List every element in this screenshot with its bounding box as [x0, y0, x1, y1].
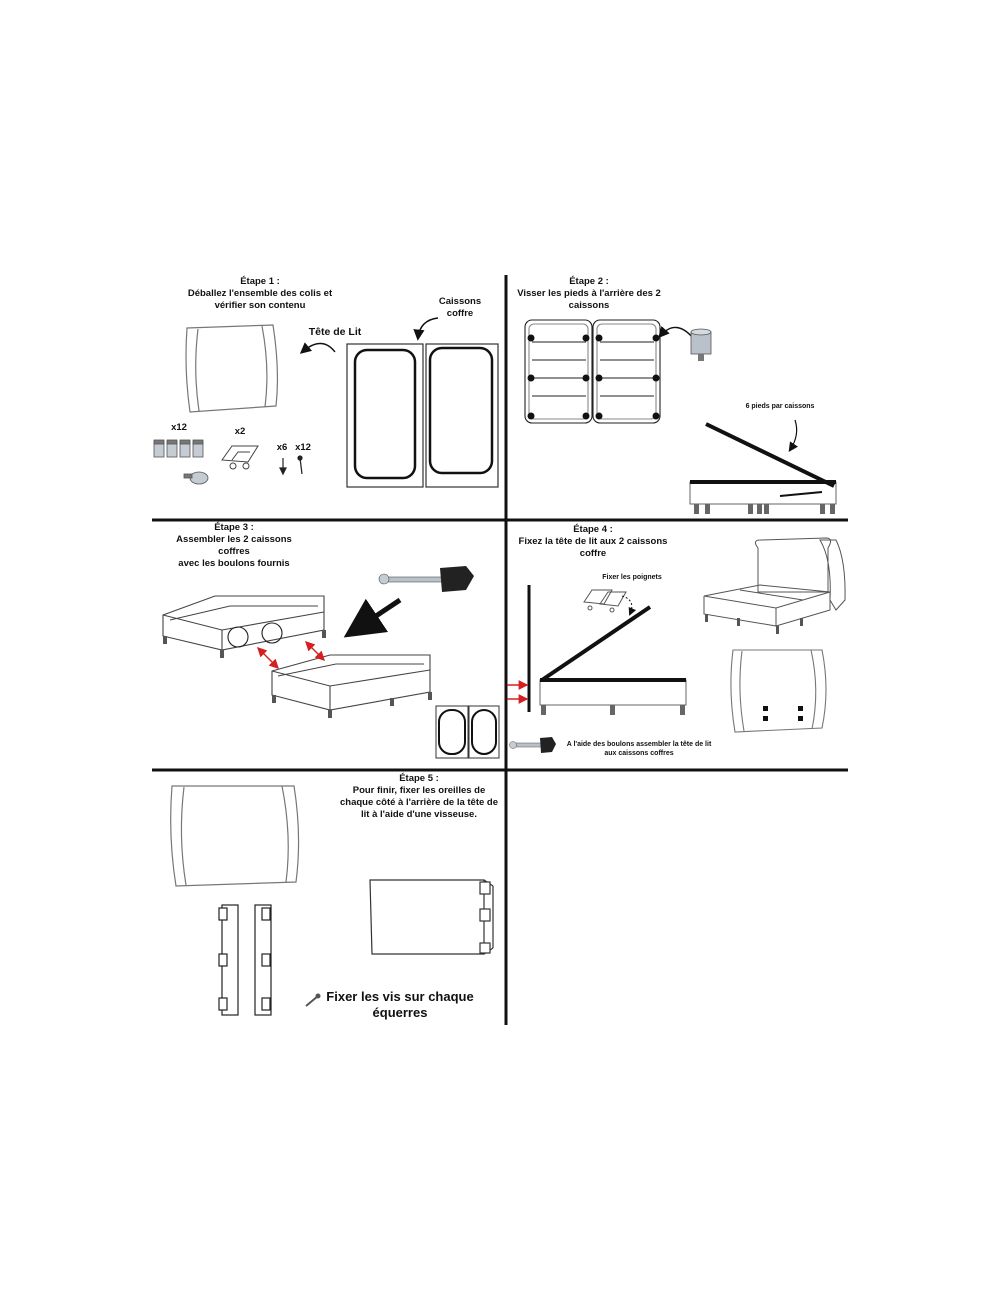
- step2-instruction-line2: caissons: [568, 299, 610, 311]
- step2-bed-side-view: [690, 424, 836, 514]
- step1-bolts-screws: [280, 456, 302, 474]
- foot-pointer-arrow: [660, 327, 693, 338]
- bolts-note-line2: aux caissons coffres: [604, 749, 674, 757]
- step3-instruction-line1: Assembler les 2 caissons coffres: [176, 533, 292, 557]
- step1-headboard-drawing: [186, 325, 277, 412]
- step1-heading: Étape 1 :: [240, 276, 280, 287]
- step1-instruction-line1: Déballez l'ensemble des colis et: [187, 287, 333, 299]
- handles-quantity: x2: [234, 426, 246, 437]
- handles-pointer-arrow: [622, 596, 632, 614]
- step4-instruction-line1: Fixez la tête de lit aux 2 caissons: [518, 535, 668, 547]
- step2-box-frames: [525, 320, 660, 423]
- step3-boxes-thumbnail: [436, 706, 499, 758]
- feet-note-arrow: [790, 420, 797, 450]
- step1-title: [160, 276, 360, 312]
- bolts-note: [560, 741, 718, 759]
- storage-boxes-label-line2: coffre: [446, 307, 474, 319]
- screw-note: [320, 989, 480, 1022]
- step1-storage-boxes: [347, 344, 498, 487]
- step4-bed-3d: [704, 538, 845, 634]
- step3-title: [160, 522, 308, 570]
- screws-quantity: x12: [295, 442, 311, 453]
- step5-heading: Étape 5 :: [399, 773, 439, 784]
- step3-instruction-line2: avec les boulons fournis: [178, 557, 290, 569]
- step5-instruction-line3: lit à l'aide d'une visseuse.: [361, 808, 477, 820]
- step4-instruction-line2: coffre: [579, 547, 607, 559]
- step5-headboard-back: [370, 880, 493, 954]
- step3-red-arrow-left: [258, 648, 278, 668]
- feet-per-box-note: 6 pieds par caissons: [745, 403, 815, 410]
- step1-instruction-line2: vérifier son contenu: [214, 299, 306, 311]
- step4-headboard-back: [731, 650, 826, 732]
- bolts-note-line1: A l'aide des boulons assembler la tête de lit: [566, 741, 712, 748]
- step3-frame-upper: [163, 596, 326, 658]
- step2-foot-illustration: [691, 329, 711, 361]
- step1-handles-hardware: [222, 446, 258, 469]
- step3-bolt-illustration: [379, 566, 474, 592]
- step4-heading: Étape 4 :: [573, 524, 613, 535]
- storage-boxes-label-line1: Caissons: [438, 296, 482, 307]
- step3-frame-lower: [272, 655, 432, 718]
- step4-bolt-illustration: [510, 737, 557, 753]
- storage-boxes-label: [430, 296, 490, 320]
- step5-instruction-line2: chaque côté à l'arrière de la tête de: [339, 796, 499, 808]
- step5-headboard: [171, 786, 299, 886]
- step2-title: [508, 276, 670, 312]
- bolts-quantity: x6: [276, 442, 288, 453]
- step2-instruction-line1: Visser les pieds à l'arrière des 2: [517, 287, 661, 299]
- step5-screw-icon: [306, 994, 321, 1007]
- step3-heading: Étape 3 :: [214, 522, 254, 533]
- step5-title: [328, 773, 510, 821]
- step4-side-assembly: [507, 585, 686, 715]
- step3-red-arrow-right: [306, 642, 324, 660]
- feet-quantity: x12: [171, 422, 187, 433]
- headboard-label: Tête de Lit: [308, 326, 362, 338]
- boxes-pointer-arrow: [418, 318, 438, 338]
- handles-note: Fixer les poignets: [602, 574, 662, 581]
- step2-heading: Étape 2 :: [569, 276, 609, 287]
- step1-feet-hardware: [154, 440, 208, 484]
- step5-instruction-line1: Pour finir, fixer les oreilles de: [352, 784, 486, 796]
- step3-main-arrow: [352, 600, 400, 632]
- screw-note-line1: Fixer les vis sur chaque: [326, 989, 474, 1004]
- step4-title: [514, 524, 672, 560]
- step5-brackets: [219, 905, 271, 1015]
- screw-note-line2: équerres: [372, 1005, 428, 1021]
- step4-handles-drawing: [584, 590, 626, 612]
- headboard-pointer-arrow: [302, 344, 335, 353]
